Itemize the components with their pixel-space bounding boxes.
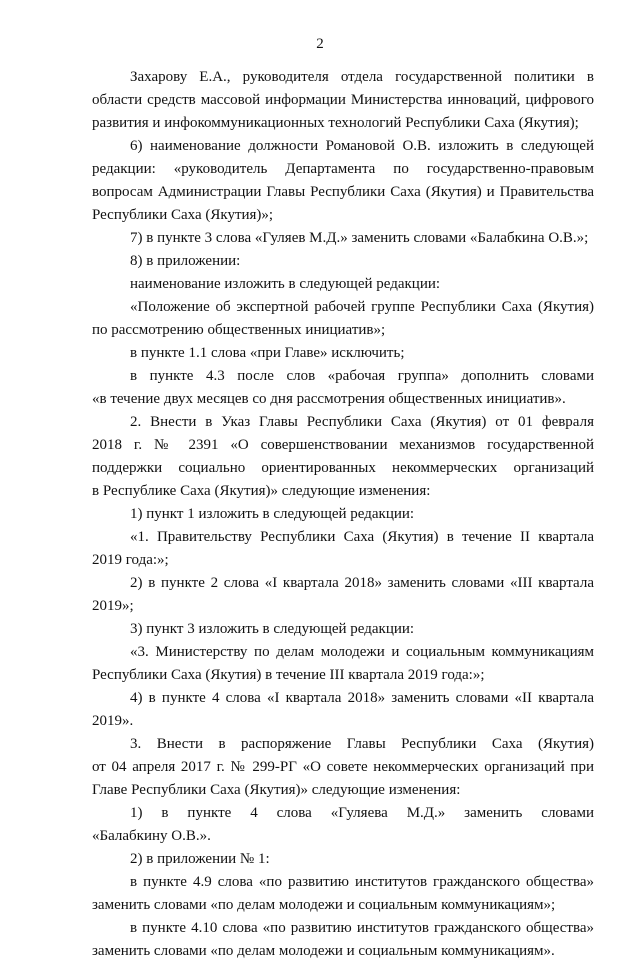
text-line: 2) в приложении № 1: [130,851,270,867]
paragraph [92,503,594,526]
text-line: в пункте 4.10 слова «по развитию институтов гражданского общества» [130,920,594,936]
text-line: в Республике Саха (Якутия)» следующие изменения: [92,483,431,499]
text-line: 2019 года:»; [92,552,169,568]
text-line: 3. Внести в распоряжение Главы Республики Саха (Якутия) [130,736,594,752]
paragraph [92,917,594,963]
paragraph [92,802,594,848]
paragraph [92,687,594,733]
text-line: 2. Внести в Указ Главы Республики Саха (Якутия) от 01 февраля [130,414,594,430]
text-line: 3) пункт 3 изложить в следующей редакции: [130,621,415,637]
paragraph [92,227,594,250]
document-body [92,66,594,963]
text-line: Республики Саха (Якутия)»; [92,207,274,223]
text-line: от 04 апреля 2017 г. № 299-РГ «О совете некоммерческих организаций при [92,759,594,775]
text-line: Захарову Е.А., руководителя отдела государственной политики в [130,69,594,85]
text-line: развития и инфокоммуникационных технологий Республики Саха (Якутия); [92,115,579,131]
text-line: «Положение об экспертной рабочей группе Республики Саха (Якутия) [130,299,594,315]
paragraph [92,572,594,618]
paragraph [92,135,594,227]
paragraph [92,273,594,296]
page-number: 2 [316,36,324,52]
text-line: 2019». [92,713,134,729]
text-line: 2019»; [92,598,134,614]
text-line: заменить словами «по делам молодежи и социальным коммуникациям»; [92,897,556,913]
text-line: редакции: «руководитель Департамента по государственно-правовым [92,161,594,177]
text-line: 6) наименование должности Романовой О.В. изложить в следующей [130,138,594,154]
paragraph [92,641,594,687]
paragraph [92,848,594,871]
text-line: по рассмотрению общественных инициатив»; [92,322,386,338]
text-line: области средств массовой информации Министерства инноваций, цифрового [92,92,594,108]
text-line: вопросам Администрации Главы Республики Саха (Якутия) и Правительства [92,184,594,200]
paragraph [92,250,594,273]
text-line: Главе Республики Саха (Якутия)» следующие изменения: [92,782,461,798]
text-line: 8) в приложении: [130,253,241,269]
text-line: 2018 г. № 2391 «О совершенствовании механизмов государственной [92,437,594,453]
text-line: 1) в пункте 4 слова «Гуляева М.Д.» заменить словами [130,805,594,821]
text-line: заменить словами «по делам молодежи и социальным коммуникациям». [92,943,555,959]
text-line: в пункте 1.1 слова «при Главе» исключить; [130,345,405,361]
paragraph [92,733,594,802]
text-line: в пункте 4.9 слова «по развитию институтов гражданского общества» [130,874,594,890]
paragraph [92,411,594,503]
paragraph [92,66,594,135]
text-line: поддержки социально ориентированных некоммерческих организаций [92,460,594,476]
text-line: 2) в пункте 2 слова «I квартала 2018» заменить словами «III квартала [130,575,594,591]
text-line: «1. Правительству Республики Саха (Якутия) в течение II квартала [130,529,594,545]
paragraph [92,618,594,641]
paragraph [92,871,594,917]
text-line: 7) в пункте 3 слова «Гуляев М.Д.» заменить словами «Балабкина О.В.»; [130,230,589,246]
text-line: 1) пункт 1 изложить в следующей редакции: [130,506,415,522]
text-line: «в течение двух месяцев со дня рассмотрения общественных инициатив». [92,391,566,407]
text-line: в пункте 4.3 после слов «рабочая группа» дополнить словами [130,368,594,384]
text-line: наименование изложить в следующей редакции: [130,276,441,292]
text-line: «3. Министерству по делам молодежи и социальным коммуникациям [130,644,594,660]
paragraph [92,296,594,342]
paragraph [92,342,594,365]
paragraph [92,365,594,411]
text-line: «Балабкину О.В.». [92,828,211,844]
text-line: 4) в пункте 4 слова «I квартала 2018» заменить словами «II квартала [130,690,594,706]
paragraph [92,526,594,572]
text-line: Республики Саха (Якутия) в течение III квартала 2019 года:»; [92,667,485,683]
